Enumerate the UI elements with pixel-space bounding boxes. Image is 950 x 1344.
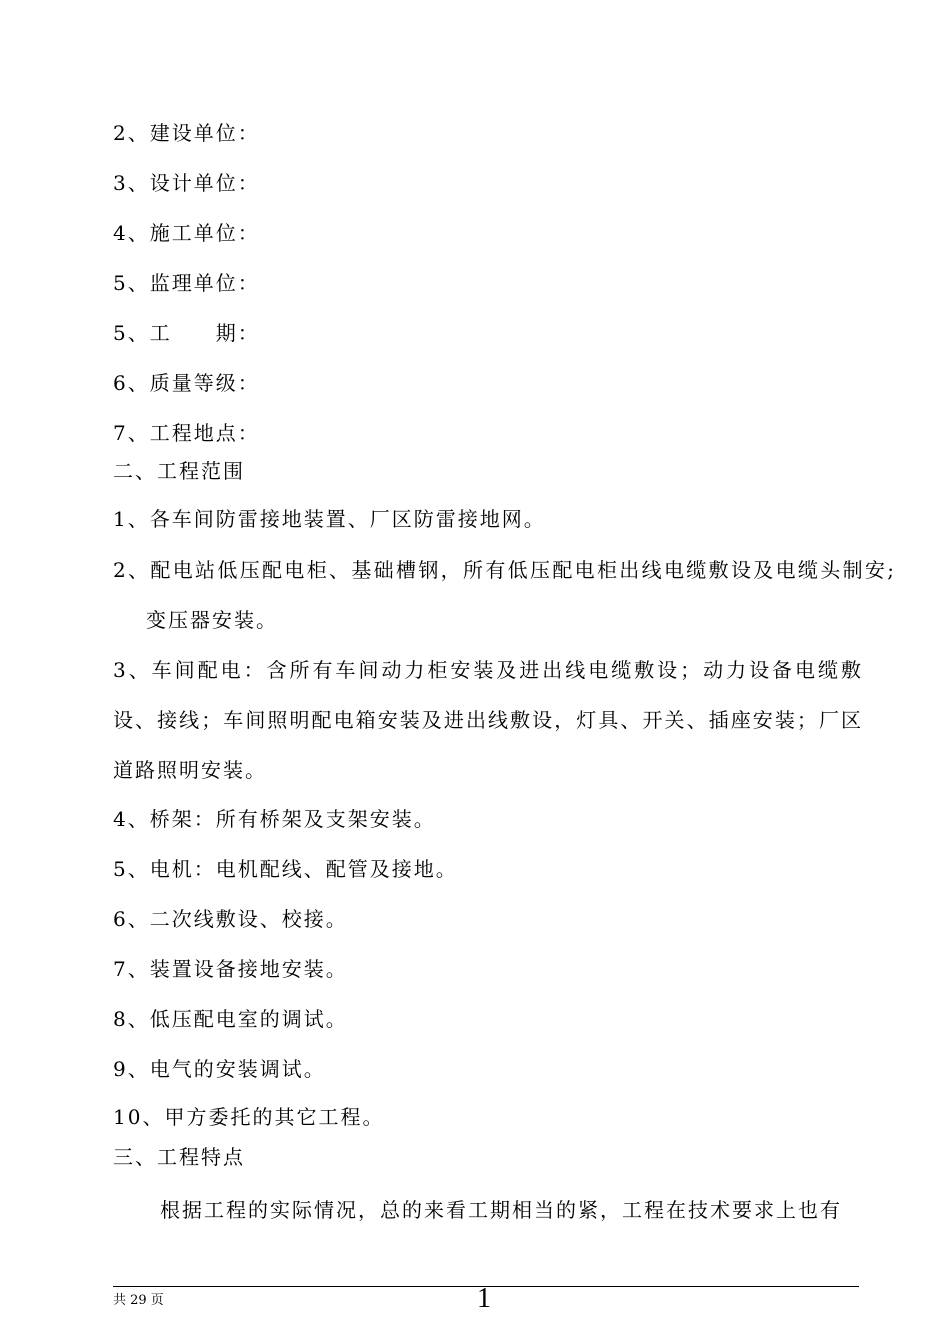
scope-item-9: 9、电气的安装调试。 bbox=[113, 1057, 326, 1081]
scope-item-6: 6、二次线敷设、校接。 bbox=[113, 907, 348, 931]
item-quality-grade: 6、质量等级： bbox=[113, 371, 260, 395]
item-duration: 5、工 期： bbox=[113, 321, 260, 345]
item-supervision-unit: 5、监理单位： bbox=[113, 271, 260, 295]
scope-item-8: 8、低压配电室的调试。 bbox=[113, 1007, 348, 1031]
scope-item-10: 10、甲方委托的其它工程。 bbox=[113, 1105, 385, 1129]
item-builder-unit: 4、施工单位： bbox=[113, 221, 260, 245]
footer-total-pages: 共 29 页 bbox=[113, 1293, 164, 1308]
scope-item-1: 1、各车间防雷接地装置、厂区防雷接地网。 bbox=[113, 507, 546, 531]
scope-item-2: 2、配电站低压配电柜、基础槽钢，所有低压配电柜出线电缆敷设及电缆头制安;变压器安装。 bbox=[113, 558, 896, 632]
scope-item-3: 3、车间配电：含所有车间动力柜安装及进出线电缆敷设；动力设备电缆敷设、接线；车间照明配电箱安装及进出线敷设，灯具、开关、插座安装；厂区道路照明安装。 bbox=[113, 658, 863, 782]
item-design-unit: 3、设计单位： bbox=[113, 171, 260, 195]
scope-item-4: 4、桥架：所有桥架及支架安装。 bbox=[113, 807, 436, 831]
item-location: 7、工程地点： bbox=[113, 421, 260, 445]
section-heading-scope: 二、工程范围 bbox=[113, 459, 245, 483]
section-heading-features: 三、工程特点 bbox=[113, 1145, 245, 1169]
scope-item-5: 5、电机：电机配线、配管及接地。 bbox=[113, 857, 458, 881]
item-construction-unit: 2、建设单位： bbox=[113, 121, 260, 145]
scope-item-7: 7、装置设备接地安装。 bbox=[113, 957, 348, 981]
features-paragraph: 根据工程的实际情况，总的来看工期相当的紧，工程在技术要求上也有 bbox=[160, 1198, 842, 1222]
footer-page-number: 1 bbox=[477, 1283, 491, 1314]
